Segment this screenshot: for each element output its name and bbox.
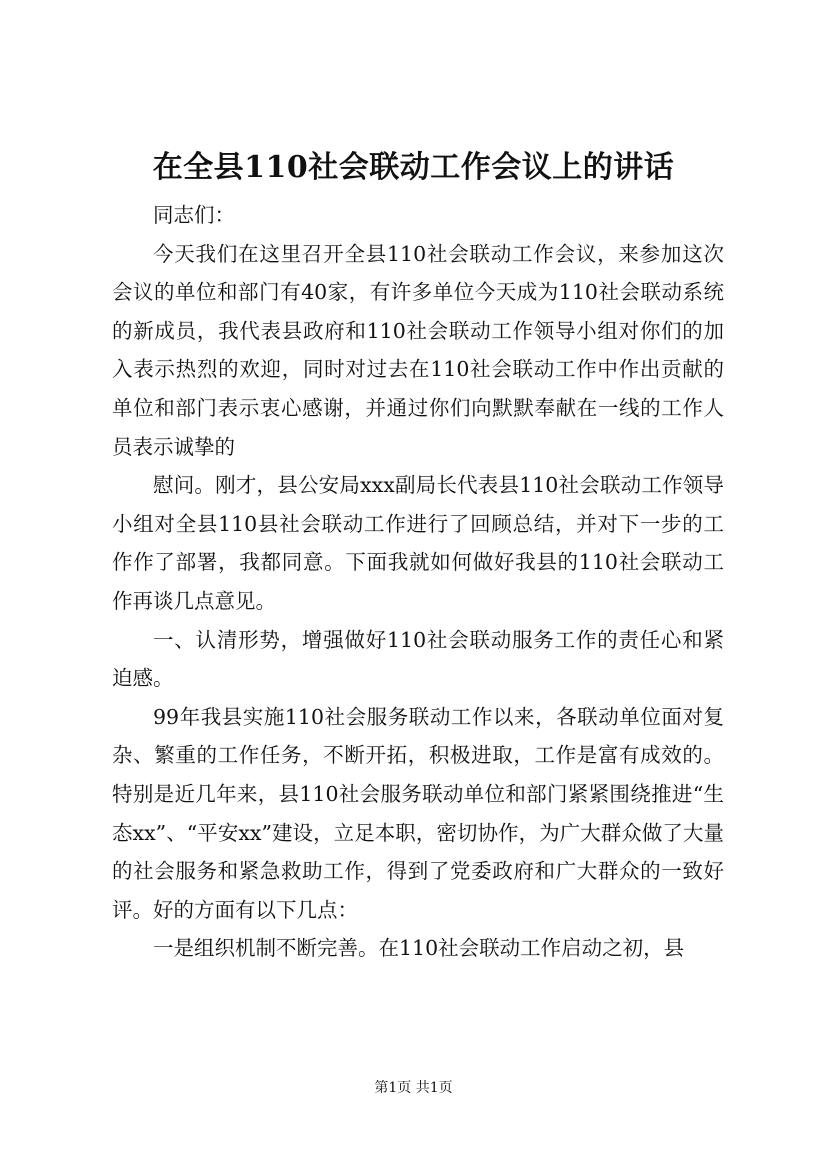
- paragraph-salutation: 同志们：: [153, 203, 235, 227]
- paragraph-heading: 一、认清形势，增强做好110社会联动服务工作的责任心和紧迫感。: [112, 627, 724, 691]
- paragraph: 慰问。刚才，县公安局xxx副局长代表县110社会联动工作领导小组对全县110县社会联动工作进行了回顾总结，并对下一步的工作作了部署，我都同意。下面我就如何做好我县的110社会联动工作再谈几点意见。: [112, 473, 724, 613]
- paragraph: 今天我们在这里召开全县110社会联动工作会议，来参加这次会议的单位和部门有40家，有许多单位今天成为110社会联动系统的新成员，我代表县政府和110社会联动工作领导小组对你们的加入表示热烈的欢迎，同时对过去在110社会联动工作中作出贡献的单位和部门表示衷心感谢，并通过你们向默默奉献在一线的工作人员表示诚挚的: [112, 241, 724, 459]
- paragraph: 一是组织机制不断完善。在110社会联动工作启动之初，县: [153, 936, 685, 961]
- page-footer: 第1页 共1页: [374, 1080, 453, 1096]
- paragraph: 99年我县实施110社会服务联动工作以来，各联动单位面对复杂、繁重的工作任务，不断开拓，积极进取，工作是富有成效的。特别是近几年来，县110社会服务联动单位和部门紧紧围绕推进“生态xx”、“平安xx”建设，立足本职，密切协作，为广大群众做了大量的社会服务和紧急救助工作，得到了党委政府和广大群众的一致好评。好的方面有以下几点：: [112, 704, 724, 922]
- document-title: 在全县110社会联动工作会议上的讲话: [152, 150, 675, 185]
- document-body: [112, 196, 724, 968]
